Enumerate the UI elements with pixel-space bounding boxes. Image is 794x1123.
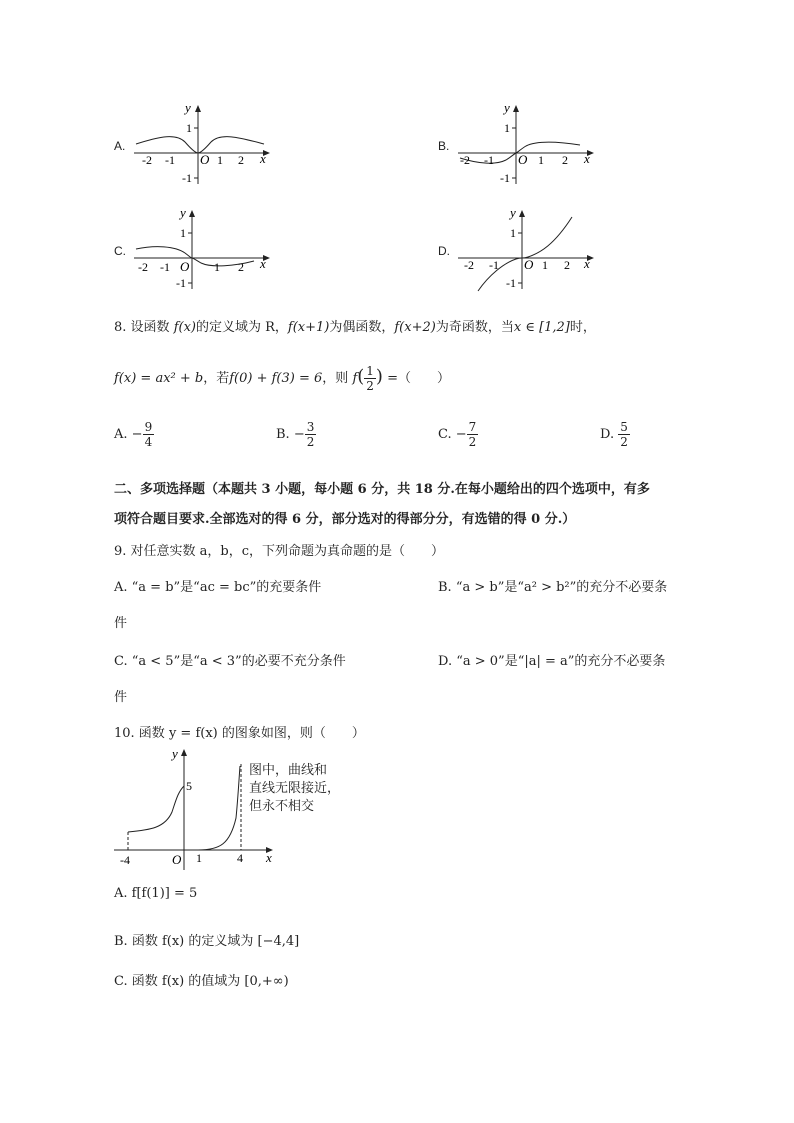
tick-label: -2 <box>460 153 470 167</box>
graph-a <box>130 100 280 190</box>
origin-label: O <box>524 257 534 272</box>
axis-y-label: y <box>180 205 186 220</box>
axis-y-label: y <box>172 746 178 761</box>
tick-label: 2 <box>562 153 568 167</box>
axis-x-label: x <box>260 256 266 271</box>
axis-x-label: x <box>260 151 266 166</box>
q10-option-c: C. 函数 f(x) 的值域为 [0,+∞) <box>114 974 289 989</box>
tick-label: 4 <box>237 851 243 865</box>
axis-x-label: x <box>584 256 590 271</box>
graph-b <box>454 100 604 190</box>
axis-y-label: y <box>185 100 191 115</box>
tick-label: 1 <box>186 121 192 135</box>
tick-label: -1 <box>165 153 175 167</box>
tick-label: -2 <box>464 258 474 272</box>
origin-label: O <box>180 259 190 274</box>
q9-option-d-cont: 件 <box>114 690 128 705</box>
tick-label: 1 <box>196 851 202 865</box>
option-d-label: D. <box>438 244 450 258</box>
tick-label: -1 <box>489 258 499 272</box>
q9-option-b: B. “a > b”是“a² > b²”的充分不必要条 <box>438 580 668 595</box>
tick-label: -1 <box>182 171 192 185</box>
tick-label: -1 <box>176 276 186 290</box>
tick-label: -1 <box>500 171 510 185</box>
q8-option-b: B. − $\frac{3}{2}$ <box>276 420 315 449</box>
q9-stem: 9. 对任意实数 a，b，c，下列命题为真命题的是（ ） <box>114 544 445 559</box>
tick-label: 5 <box>186 779 192 793</box>
q8-line1: 8. 设函数 f(x)的定义域为 R，f(x+1)为偶函数，f(x+2)为奇函数，当x ∈ [1,2]时， <box>114 320 596 335</box>
tick-label: 2 <box>238 260 244 274</box>
tick-label: -2 <box>138 260 148 274</box>
tick-label: 1 <box>180 226 186 240</box>
section2-line1: 二、多项选择题（本题共 3 小题，每小题 6 分，共 18 分.在每小题给出的四个选项中，有多 <box>114 482 650 497</box>
tick-label: 1 <box>542 258 548 272</box>
q9-option-a: A. “a = b”是“ac = bc”的充要条件 <box>114 580 322 595</box>
q10-stem: 10. 函数 y = f(x) 的图象如图，则（ ） <box>114 726 365 741</box>
tick-label: -1 <box>160 260 170 274</box>
q8-option-a: A. − $\frac{9}{4}$ <box>114 420 153 449</box>
origin-label: O <box>172 852 182 867</box>
tick-label: 1 <box>538 153 544 167</box>
tick-label: 2 <box>564 258 570 272</box>
option-b-label: B. <box>438 139 450 153</box>
origin-label: O <box>200 152 210 167</box>
axis-y-label: y <box>504 100 510 115</box>
tick-label: -1 <box>484 153 494 167</box>
tick-label: 1 <box>510 226 516 240</box>
q8-line2: f(x) = ax² + b，若f(0) + f(3) = 6，则 f( $\frac{1}{2}$ ) =（ ） <box>114 364 450 393</box>
axis-x-label: x <box>584 151 590 166</box>
q9-option-b-cont: 件 <box>114 616 128 631</box>
axis-x-label: x <box>266 850 272 865</box>
tick-label: 1 <box>214 260 220 274</box>
section2-line2: 项符合题目要求.全部选对的得 6 分，部分选对的得部分分，有选错的得 0 分.） <box>114 512 576 527</box>
option-a-label: A. <box>114 139 126 153</box>
tick-label: -2 <box>142 153 152 167</box>
q8-option-c: C. − $\frac{7}{2}$ <box>438 420 477 449</box>
tick-label: 1 <box>217 153 223 167</box>
q10-option-a: A. f[f(1)] = 5 <box>114 886 198 901</box>
q9-option-d: D. “a > 0”是“|a| = a”的充分不必要条 <box>438 654 666 669</box>
q10-option-b: B. 函数 f(x) 的定义域为 [−4,4] <box>114 934 300 949</box>
half-fraction: $\frac{1}{2}$ <box>366 364 374 393</box>
option-c-label: C. <box>114 244 126 258</box>
graph-d <box>454 205 604 295</box>
graph-c <box>130 205 280 295</box>
axis-y-label: y <box>510 205 516 220</box>
origin-label: O <box>518 152 528 167</box>
q8-option-d: D. $\frac{5}{2}$ <box>600 420 628 449</box>
tick-label: -1 <box>506 276 516 290</box>
tick-label: 2 <box>238 153 244 167</box>
q10-note: 图中，曲线和 直线无限接近， 但永不相交 <box>249 763 341 814</box>
tick-label: -4 <box>120 853 130 867</box>
tick-label: 1 <box>504 121 510 135</box>
q9-option-c: C. “a < 5”是“a < 3”的必要不充分条件 <box>114 654 346 669</box>
